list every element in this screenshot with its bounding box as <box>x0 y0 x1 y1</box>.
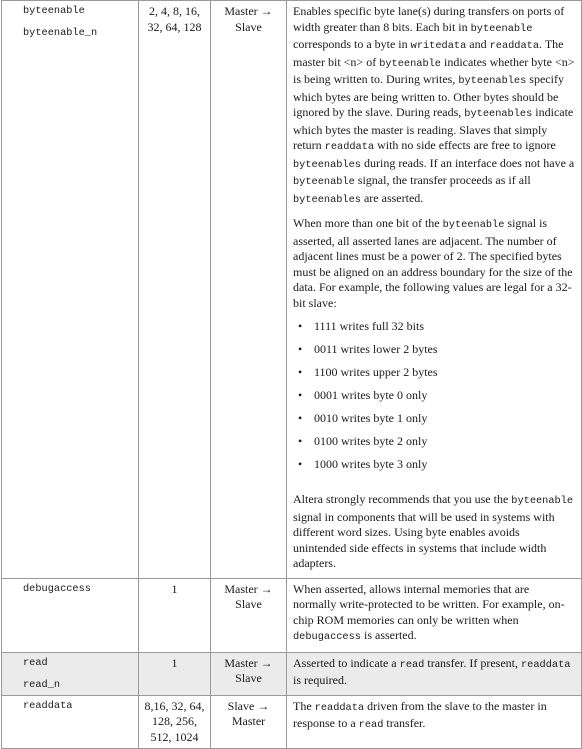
list-item-text: 0010 writes byte 1 only <box>314 411 428 425</box>
list-item <box>293 457 575 480</box>
signal-name: debugaccess <box>23 582 91 595</box>
list-item-text: 1100 writes upper 2 bytes <box>314 365 438 379</box>
list-item <box>293 411 575 434</box>
table-row <box>2 1 582 579</box>
width-cell: 1 <box>139 652 211 695</box>
description-paragraph: The readdata driven from the slave to the master in response to a read transfer. <box>293 698 547 731</box>
inline-code: readdata <box>324 141 375 153</box>
inline-code: writedata <box>410 40 467 52</box>
list-item-text: 1000 writes byte 3 only <box>314 457 428 471</box>
inline-code: byteenables <box>464 108 533 120</box>
signal-name: read_n <box>23 678 61 691</box>
width-cell: 8,16, 32, 64, 128, 256, 512, 1024 <box>139 695 211 748</box>
legal-values-list <box>293 319 575 480</box>
list-item-text: 1111 writes full 32 bits <box>314 319 424 333</box>
direction-cell: Master → Slave <box>211 1 287 579</box>
description-paragraph: Enables specific byte lane(s) during transfers on ports of width greater than 8 bits. Each bit in byteenable corresponds to a byte in writedata and readdata. The master bit <n> of byteenable indicates whether byte <n> is being written to. During writes, byteenables specify which bytes are being written to. Other bytes should be ignored by the slave. During reads, byteenables indicate which bytes the master is reading. Slaves that simply return readdata with no side effects are free to ignore byteenables during reads. If an interface does not have a byteenable signal, the transfer proceeds as if all byteenables are asserted. <box>293 4 575 206</box>
inline-code: byteenable <box>470 22 533 35</box>
signal-name: readdata <box>23 699 73 712</box>
bullet-icon: • <box>298 319 303 333</box>
list-item <box>293 434 575 457</box>
table-row <box>2 652 582 695</box>
description-paragraph: When more than one bit of the byteenable signal is asserted, all asserted lanes are adjacent. The number of adjacent lines must be a power of 2. The specified bytes must be aligned on an address boundary for the size of the data. For example, the following values are legal for a 32-bit slave: <box>293 216 573 310</box>
list-item <box>293 342 575 365</box>
signal-name: byteenable <box>23 5 85 17</box>
description-cell <box>287 652 582 695</box>
signal-table <box>1 0 582 749</box>
list-item <box>293 365 575 388</box>
bullet-icon: • <box>298 434 303 448</box>
bullet-icon: • <box>298 411 303 425</box>
inline-code: byteenable <box>293 176 355 188</box>
list-item-text: 0100 writes byte 2 only <box>314 434 428 448</box>
bullet-icon: • <box>298 365 303 379</box>
width-cell: 2, 4, 8, 16, 32, 64, 128 <box>139 1 211 579</box>
list-item <box>293 319 575 342</box>
inline-code: byteenables <box>293 193 361 206</box>
bullet-icon: • <box>298 388 303 402</box>
inline-code: byteenable <box>379 57 441 70</box>
list-item-text: 0011 writes lower 2 bytes <box>314 342 438 356</box>
direction-cell: Slave → Master <box>211 695 287 748</box>
bullet-icon: • <box>298 342 303 356</box>
inline-code: read <box>399 658 425 671</box>
description-cell <box>287 578 582 652</box>
description-paragraph: When asserted, allows internal memories that are normally write-protected to be written. For example, on-chip ROM memories can only be written when debugaccess is asserted. <box>293 581 565 643</box>
table-row <box>2 578 582 652</box>
inline-code: debugaccess <box>293 631 361 643</box>
description-cell <box>287 1 582 579</box>
inline-code: byteenables <box>293 158 361 171</box>
description-cell <box>287 695 582 748</box>
description-paragraph: Altera strongly recommends that you use the byteenable signal in components that will be used in systems with different word sizes. Using byte enables avoids unintended side effects in systems that include width adapters. <box>293 492 574 570</box>
inline-code: read <box>358 719 384 731</box>
width-cell: 1 <box>139 578 211 652</box>
direction-cell: Master → Slave <box>211 652 287 695</box>
signal-name-cell <box>2 652 139 695</box>
inline-code: byteenable <box>442 219 505 231</box>
signal-name: byteenable_n <box>23 27 98 39</box>
signal-name-cell <box>2 578 139 652</box>
signal-name: read <box>23 656 48 669</box>
inline-code: readdata <box>489 40 540 52</box>
signal-name-cell <box>2 1 139 579</box>
inline-code: readdata <box>521 658 571 671</box>
inline-code: byteenables <box>458 75 527 87</box>
direction-cell: Master → Slave <box>211 578 287 652</box>
bullet-icon: • <box>298 457 303 471</box>
list-item-text: 0001 writes byte 0 only <box>314 388 428 402</box>
table-row <box>2 695 582 748</box>
inline-code: readdata <box>314 701 365 714</box>
description-paragraph: Asserted to indicate a read transfer. If present, readdata is required. <box>293 655 571 687</box>
signal-name-cell <box>2 695 139 748</box>
inline-code: byteenable <box>511 495 574 507</box>
list-item <box>293 388 575 411</box>
